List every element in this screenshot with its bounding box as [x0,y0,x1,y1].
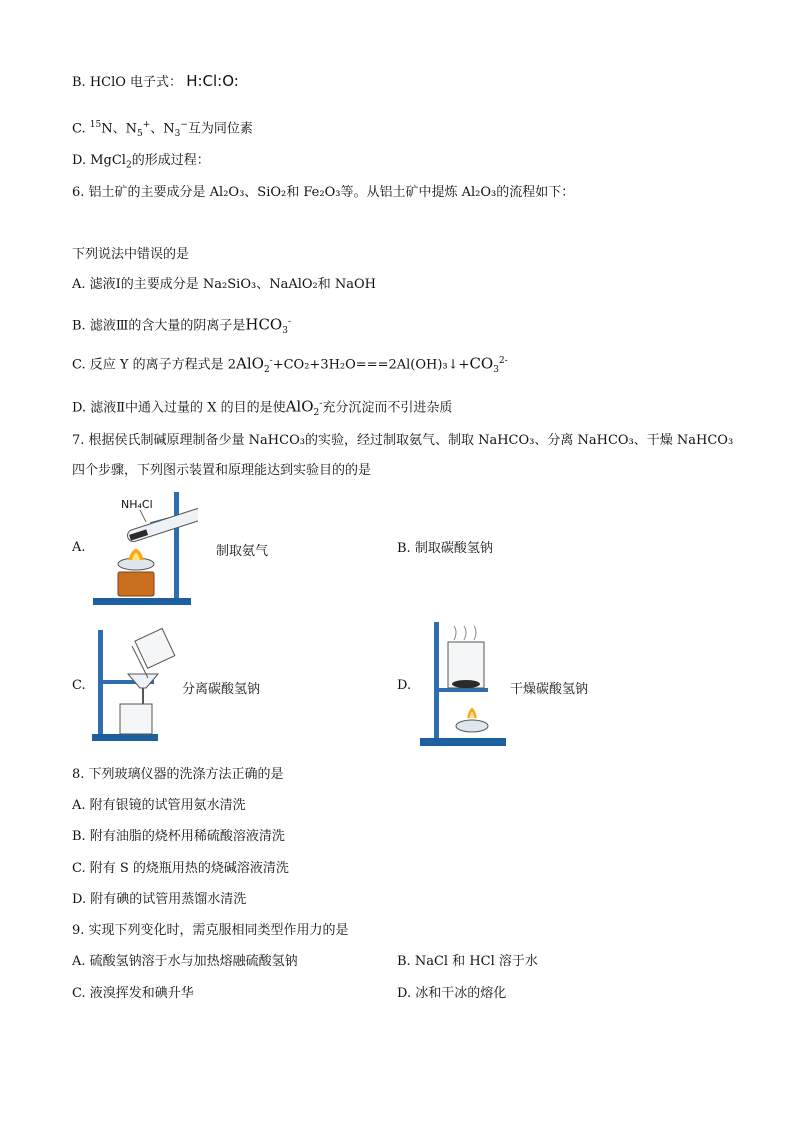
q7-d-letter: D. [397,678,412,693]
q9-stem: 9. 实现下列变化时，需克服相同类型作用力的是 [72,923,349,938]
q5-c-suffix: 互为同位素 [187,121,253,137]
q5-b-prefix: B. HClO 电子式： [72,75,183,90]
q6-c-ion2-sup: 2- [498,356,508,366]
nh4cl-label: NH₄Cl [121,498,153,511]
q7-c-letter: C. [72,678,86,693]
q8-option-a: A. 附有银镜的试管用氨水清洗 [72,798,246,813]
n5-charge: + [142,120,151,130]
q5-option-c [72,116,253,143]
q7-b-label: B. 制取碳酸氢钠 [397,541,493,556]
q6-d-text: D. 滤液Ⅱ中通入过量的 X 的目的是使 [72,400,286,416]
q6-c-ion2-sub: 3 [493,364,499,375]
q5-option-d [72,152,210,175]
q9-option-d: D. 冰和干冰的熔化 [397,986,507,1001]
q5-c-text2: 、N [150,121,175,137]
n5-subscript: 5 [136,128,143,139]
q6-c-ion1-sup: - [269,356,273,366]
q6-intro: 下列说法中错误的是 [72,247,190,262]
q5-d-prefix: D. MgCl [72,153,126,168]
q5-d-suffix: 的形成过程： [131,153,210,168]
q6-b-ion-sub: 3 [282,325,288,336]
q5-option-b [72,72,239,92]
q8-option-c: C. 附有 S 的烧瓶用热的烧碱溶液清洗 [72,861,289,876]
q6-option-b [72,313,291,340]
q8-stem: 8. 下列玻璃仪器的洗涤方法正确的是 [72,767,284,782]
q7-stem-line2: 四个步骤，下列图示装置和原理能达到实验目的的是 [72,463,372,478]
q5-c-text1: N、N [101,121,137,137]
q6-option-c [72,352,508,379]
q6-c-ion1: AlO [236,354,264,373]
q9-option-a: A. 硫酸氢钠溶于水与加热熔融硫酸氢钠 [72,954,298,969]
q9-option-b: B. NaCl 和 HCl 溶于水 [397,954,538,969]
q6-c-ion2: CO [469,354,494,373]
hclo-electron-formula: H:Cl:O: [186,72,239,90]
q6-c-mid: +CO₂+3H₂O===2Al(OH)₃↓+ [272,357,470,373]
q7-a-label: 制取氨气 [216,544,269,559]
q8-option-b: B. 附有油脂的烧杯用稀硫酸溶液清洗 [72,829,285,844]
q6-b-ion-sup: - [287,317,291,327]
q6-stem: 6. 铝土矿的主要成分是 Al₂O₃、SiO₂和 Fe₂O₃等。从铝土矿中提炼 Al₂O₃的流程如下： [72,185,575,200]
q5-d-sub: 2 [125,160,132,171]
mass-number: 15 [89,120,102,130]
q6-b-ion: HCO [245,315,283,334]
n3-subscript: 3 [174,128,181,139]
q6-d-suffix: 充分沉淀而不引进杂质 [322,400,453,416]
q6-b-text: B. 滤液Ⅲ的含大量的阴离子是 [72,318,246,334]
q6-d-ion-sup: - [319,399,323,409]
apparatus-c-figure [88,626,180,744]
q6-c-text: C. 反应 Y 的离子方程式是 2 [72,357,236,373]
q6-option-a: A. 滤液Ⅰ的主要成分是 Na₂SiO₃、NaAlO₂和 NaOH [72,277,376,292]
q7-c-label: 分离碳酸氢钠 [182,682,261,697]
q6-d-ion: AlO [285,397,314,416]
q7-a-letter: A. [72,540,86,555]
n3-charge: − [180,120,188,130]
apparatus-d-figure [416,618,508,750]
q6-d-ion-sub: 2 [313,407,320,418]
q6-c-ion1-sub: 2 [263,364,270,375]
q9-option-c: C. 液溴挥发和碘升华 [72,986,194,1001]
apparatus-a-figure [88,488,198,610]
q6-option-d [72,395,452,422]
q7-stem-line1: 7. 根据侯氏制碱原理制备少量 NaHCO₃的实验，经过制取氨气、制取 NaHCO₃、分离 NaHCO₃、干燥 NaHCO₃ [72,433,734,448]
q5-c-prefix: C. [72,121,90,137]
q8-option-d: D. 附有碘的试管用蒸馏水清洗 [72,892,247,907]
q7-d-label: 干燥碳酸氢钠 [510,682,589,697]
